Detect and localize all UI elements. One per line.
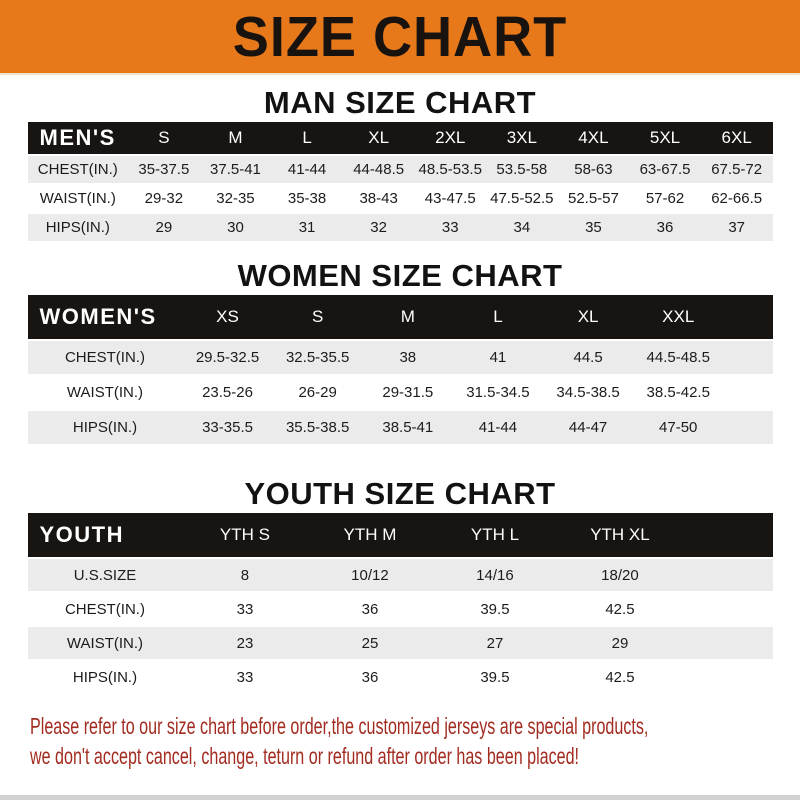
size-cell: 63-67.5 — [629, 156, 701, 183]
size-col-header: XS — [182, 295, 272, 339]
size-cell: 67.5-72 — [701, 156, 773, 183]
table-row — [28, 185, 773, 212]
row-label: HIPS(IN.) — [28, 661, 183, 693]
size-cell: 29 — [128, 214, 200, 241]
row-label: CHEST(IN.) — [28, 593, 183, 625]
size-cell: 29-31.5 — [363, 376, 453, 409]
table-row — [28, 627, 773, 659]
row-label: WAIST(IN.) — [28, 185, 129, 212]
size-cell: 23 — [182, 627, 307, 659]
size-col-header: XXL — [633, 295, 723, 339]
size-col-header: 4XL — [558, 122, 630, 154]
bottom-strip — [0, 795, 800, 800]
size-cell: 29 — [557, 627, 682, 659]
size-cell: 44.5 — [543, 341, 633, 374]
size-cell: 47-50 — [633, 411, 723, 444]
size-cell: 42.5 — [557, 661, 682, 693]
table-row — [28, 593, 773, 625]
size-col-header: XL — [343, 122, 415, 154]
size-cell: 38-43 — [343, 185, 415, 212]
size-cell: 33-35.5 — [182, 411, 272, 444]
size-cell: 38.5-42.5 — [633, 376, 723, 409]
table-row — [28, 156, 773, 183]
size-cell: 38 — [363, 341, 453, 374]
women-table-title: WOMEN'S — [28, 295, 183, 339]
size-cell: 31.5-34.5 — [453, 376, 543, 409]
table-row — [28, 341, 773, 374]
size-cell: 14/16 — [432, 559, 557, 591]
men-table-title: MEN'S — [28, 122, 129, 154]
size-cell: 34 — [486, 214, 558, 241]
spacer-cell — [682, 559, 772, 591]
size-cell: 36 — [307, 593, 432, 625]
row-label: CHEST(IN.) — [28, 341, 183, 374]
size-cell: 30 — [200, 214, 272, 241]
size-cell: 27 — [432, 627, 557, 659]
row-label: CHEST(IN.) — [28, 156, 129, 183]
spacer-cell — [723, 295, 772, 339]
size-col-header: M — [200, 122, 272, 154]
youth-size-table — [28, 511, 773, 695]
size-cell: 39.5 — [432, 593, 557, 625]
size-col-header: 2XL — [414, 122, 486, 154]
size-cell: 44-47 — [543, 411, 633, 444]
size-col-header: 6XL — [701, 122, 773, 154]
size-col-header: L — [271, 122, 343, 154]
size-cell: 35.5-38.5 — [273, 411, 363, 444]
size-col-header: XL — [543, 295, 633, 339]
size-cell: 18/20 — [557, 559, 682, 591]
size-cell: 48.5-53.5 — [414, 156, 486, 183]
size-cell: 32 — [343, 214, 415, 241]
size-col-header: 5XL — [629, 122, 701, 154]
size-cell: 32-35 — [200, 185, 272, 212]
order-note-line-1: Please refer to our size chart before order,the customized jerseys are special products, — [30, 713, 649, 739]
table-row — [28, 376, 773, 409]
size-cell: 58-63 — [558, 156, 630, 183]
size-cell: 36 — [629, 214, 701, 241]
size-cell: 36 — [307, 661, 432, 693]
size-cell: 35 — [558, 214, 630, 241]
size-cell: 34.5-38.5 — [543, 376, 633, 409]
size-cell: 42.5 — [557, 593, 682, 625]
size-cell: 33 — [414, 214, 486, 241]
table-row — [28, 411, 773, 444]
order-note — [30, 711, 800, 771]
spacer-cell — [682, 627, 772, 659]
size-cell: 47.5-52.5 — [486, 185, 558, 212]
spacer-cell — [682, 661, 772, 693]
banner — [0, 0, 800, 75]
size-cell: 10/12 — [307, 559, 432, 591]
size-cell: 8 — [182, 559, 307, 591]
women-size-table — [28, 293, 773, 446]
size-cell: 41 — [453, 341, 543, 374]
size-col-header: M — [363, 295, 453, 339]
spacer-cell — [723, 376, 772, 409]
size-cell: 38.5-41 — [363, 411, 453, 444]
size-col-header: L — [453, 295, 543, 339]
size-col-header: S — [273, 295, 363, 339]
youth-header-row — [28, 513, 773, 557]
banner-title: SIZE CHART — [232, 4, 568, 69]
size-cell: 52.5-57 — [558, 185, 630, 212]
size-cell: 57-62 — [629, 185, 701, 212]
size-cell: 44-48.5 — [343, 156, 415, 183]
size-cell: 32.5-35.5 — [273, 341, 363, 374]
row-label: U.S.SIZE — [28, 559, 183, 591]
spacer-cell — [723, 411, 772, 444]
row-label: WAIST(IN.) — [28, 376, 183, 409]
size-cell: 41-44 — [271, 156, 343, 183]
table-row — [28, 559, 773, 591]
youth-section-heading: YOUTH SIZE CHART — [244, 476, 556, 511]
spacer-cell — [682, 593, 772, 625]
size-cell: 37 — [701, 214, 773, 241]
size-cell: 33 — [182, 593, 307, 625]
size-cell: 44.5-48.5 — [633, 341, 723, 374]
size-cell: 62-66.5 — [701, 185, 773, 212]
men-section-heading: MAN SIZE CHART — [263, 85, 537, 120]
size-col-header: YTH M — [307, 513, 432, 557]
size-col-header: 3XL — [486, 122, 558, 154]
size-cell: 23.5-26 — [182, 376, 272, 409]
size-col-header: S — [128, 122, 200, 154]
size-col-header: YTH XL — [557, 513, 682, 557]
women-header-row — [28, 295, 773, 339]
spacer-cell — [723, 341, 772, 374]
size-cell: 37.5-41 — [200, 156, 272, 183]
table-row — [28, 214, 773, 241]
table-row — [28, 661, 773, 693]
size-cell: 53.5-58 — [486, 156, 558, 183]
youth-table-title: YOUTH — [28, 513, 183, 557]
size-cell: 26-29 — [273, 376, 363, 409]
size-cell: 33 — [182, 661, 307, 693]
size-cell: 31 — [271, 214, 343, 241]
size-cell: 41-44 — [453, 411, 543, 444]
spacer-cell — [682, 513, 772, 557]
order-note-line-2: we don't accept cancel, change, teturn or refund after order has been placed! — [30, 743, 580, 769]
size-col-header: YTH L — [432, 513, 557, 557]
size-cell: 35-38 — [271, 185, 343, 212]
size-cell: 39.5 — [432, 661, 557, 693]
row-label: HIPS(IN.) — [28, 214, 129, 241]
men-header-row — [28, 122, 773, 154]
size-cell: 29-32 — [128, 185, 200, 212]
size-col-header: YTH S — [182, 513, 307, 557]
size-cell: 25 — [307, 627, 432, 659]
men-size-table — [28, 120, 773, 243]
size-cell: 43-47.5 — [414, 185, 486, 212]
size-cell: 35-37.5 — [128, 156, 200, 183]
women-section-heading: WOMEN SIZE CHART — [237, 258, 563, 293]
row-label: WAIST(IN.) — [28, 627, 183, 659]
size-cell: 29.5-32.5 — [182, 341, 272, 374]
row-label: HIPS(IN.) — [28, 411, 183, 444]
